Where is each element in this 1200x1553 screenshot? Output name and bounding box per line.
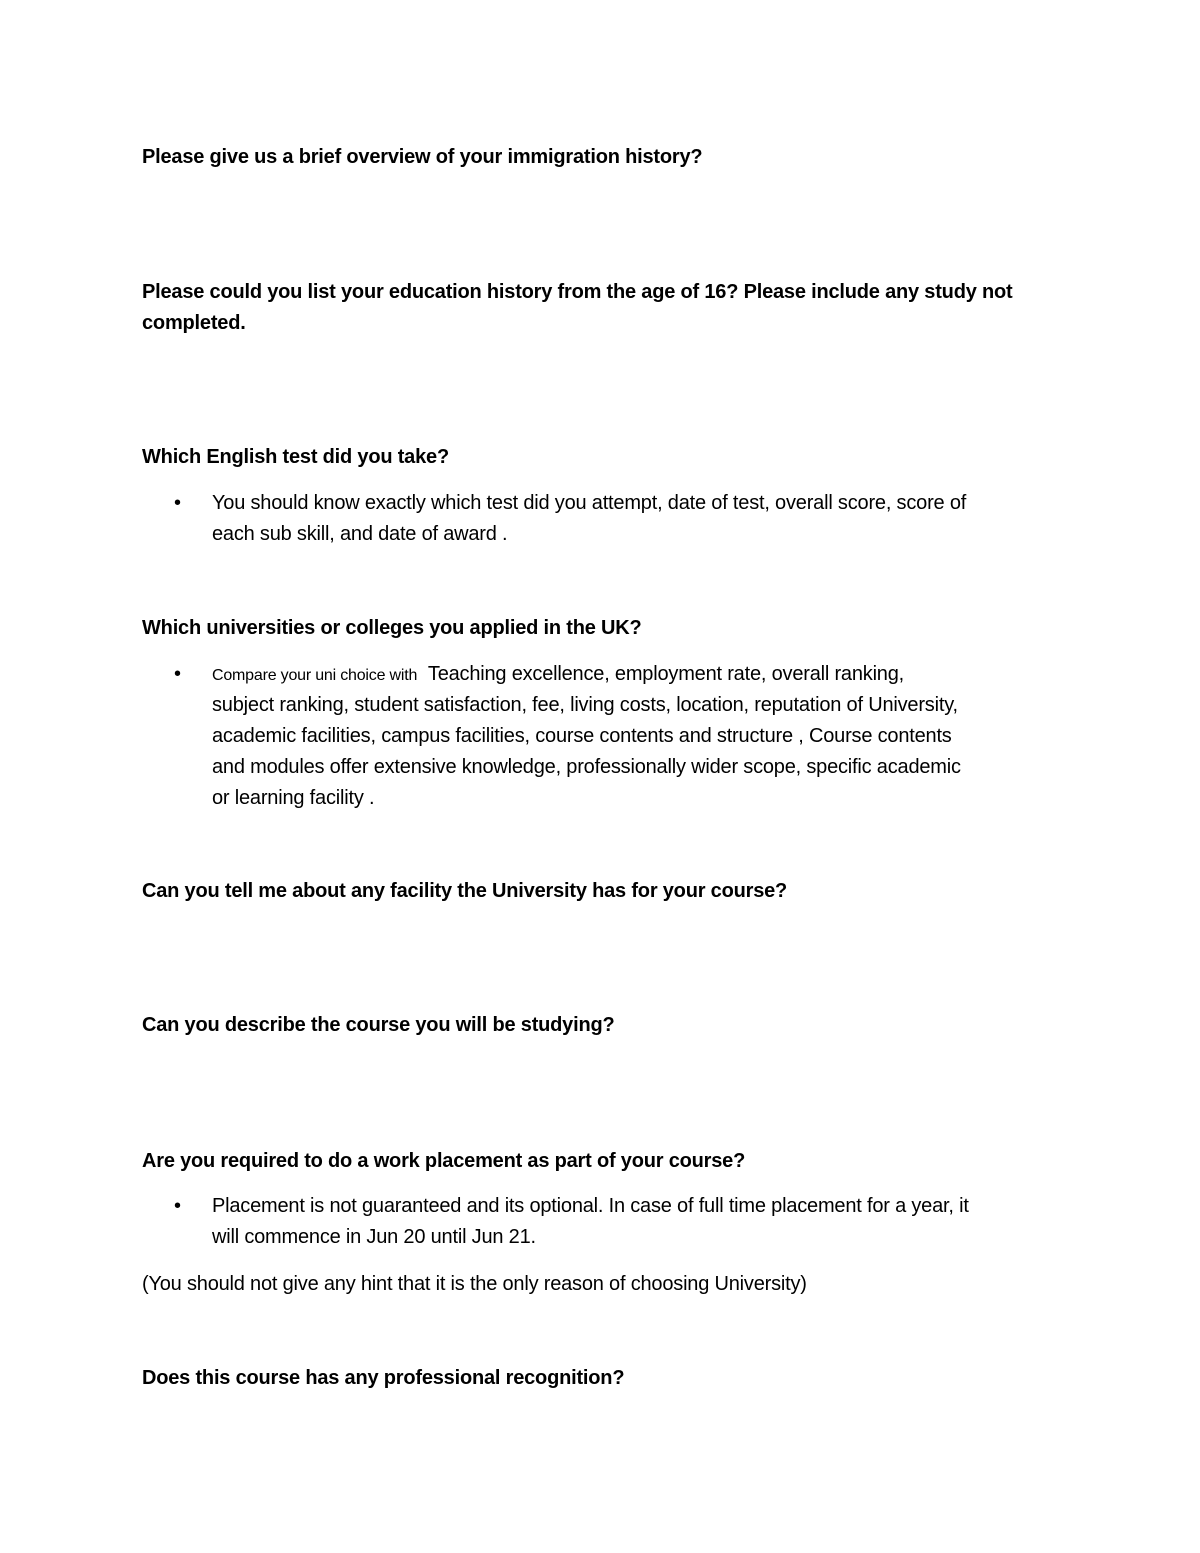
- question-education-history-line2: completed.: [142, 312, 246, 334]
- question-education-history-line1: Please could you list your education history from the age of 16? Please include any study not: [142, 281, 1013, 303]
- bullet-icon: •: [174, 1195, 182, 1217]
- bullet-icon: •: [174, 492, 182, 514]
- question-university-facility: Can you tell me about any facility the University has for your course?: [142, 880, 788, 902]
- bullet-english-test: [174, 488, 1064, 550]
- bullet-placement-line1: Placement is not guaranteed and its optional. In case of full time placement for a year, it: [212, 1195, 969, 1217]
- bullet-english-test-line2: each sub skill, and date of award .: [212, 523, 508, 545]
- question-universities-applied: Which universities or colleges you applied in the UK?: [142, 617, 642, 639]
- placement-note: (You should not give any hint that it is the only reason of choosing University): [142, 1273, 807, 1295]
- bullet-english-test-line1: You should know exactly which test did you attempt, date of test, overall score, score of: [212, 492, 967, 514]
- bullet-university-line1: [212, 659, 1062, 691]
- question-describe-course: Can you describe the course you will be studying?: [142, 1014, 615, 1036]
- bullet-placement: [174, 1191, 1064, 1253]
- question-work-placement: Are you required to do a work placement as part of your course?: [142, 1150, 746, 1172]
- question-professional-recognition: Does this course has any professional recognition?: [142, 1367, 625, 1389]
- bullet-university-line5: or learning facility .: [212, 787, 375, 809]
- bullet-university-line2: subject ranking, student satisfaction, fee, living costs, location, reputation of University,: [212, 694, 958, 716]
- bullet-placement-line2: will commence in Jun 20 until Jun 21.: [212, 1226, 536, 1248]
- question-immigration-history: Please give us a brief overview of your immigration history?: [142, 146, 703, 168]
- bullet-university-line4: and modules offer extensive knowledge, professionally wider scope, specific academic: [212, 756, 961, 778]
- uni-small-prefix: Compare your uni choice with: [212, 667, 418, 684]
- bullet-university-line3: academic facilities, campus facilities, course contents and structure , Course contents: [212, 725, 952, 747]
- question-english-test: Which English test did you take?: [142, 446, 449, 468]
- bullet-icon: •: [174, 663, 182, 685]
- uni-line1-rest: Teaching excellence, employment rate, overall ranking,: [427, 663, 905, 685]
- bullet-university-comparison: [174, 659, 1064, 814]
